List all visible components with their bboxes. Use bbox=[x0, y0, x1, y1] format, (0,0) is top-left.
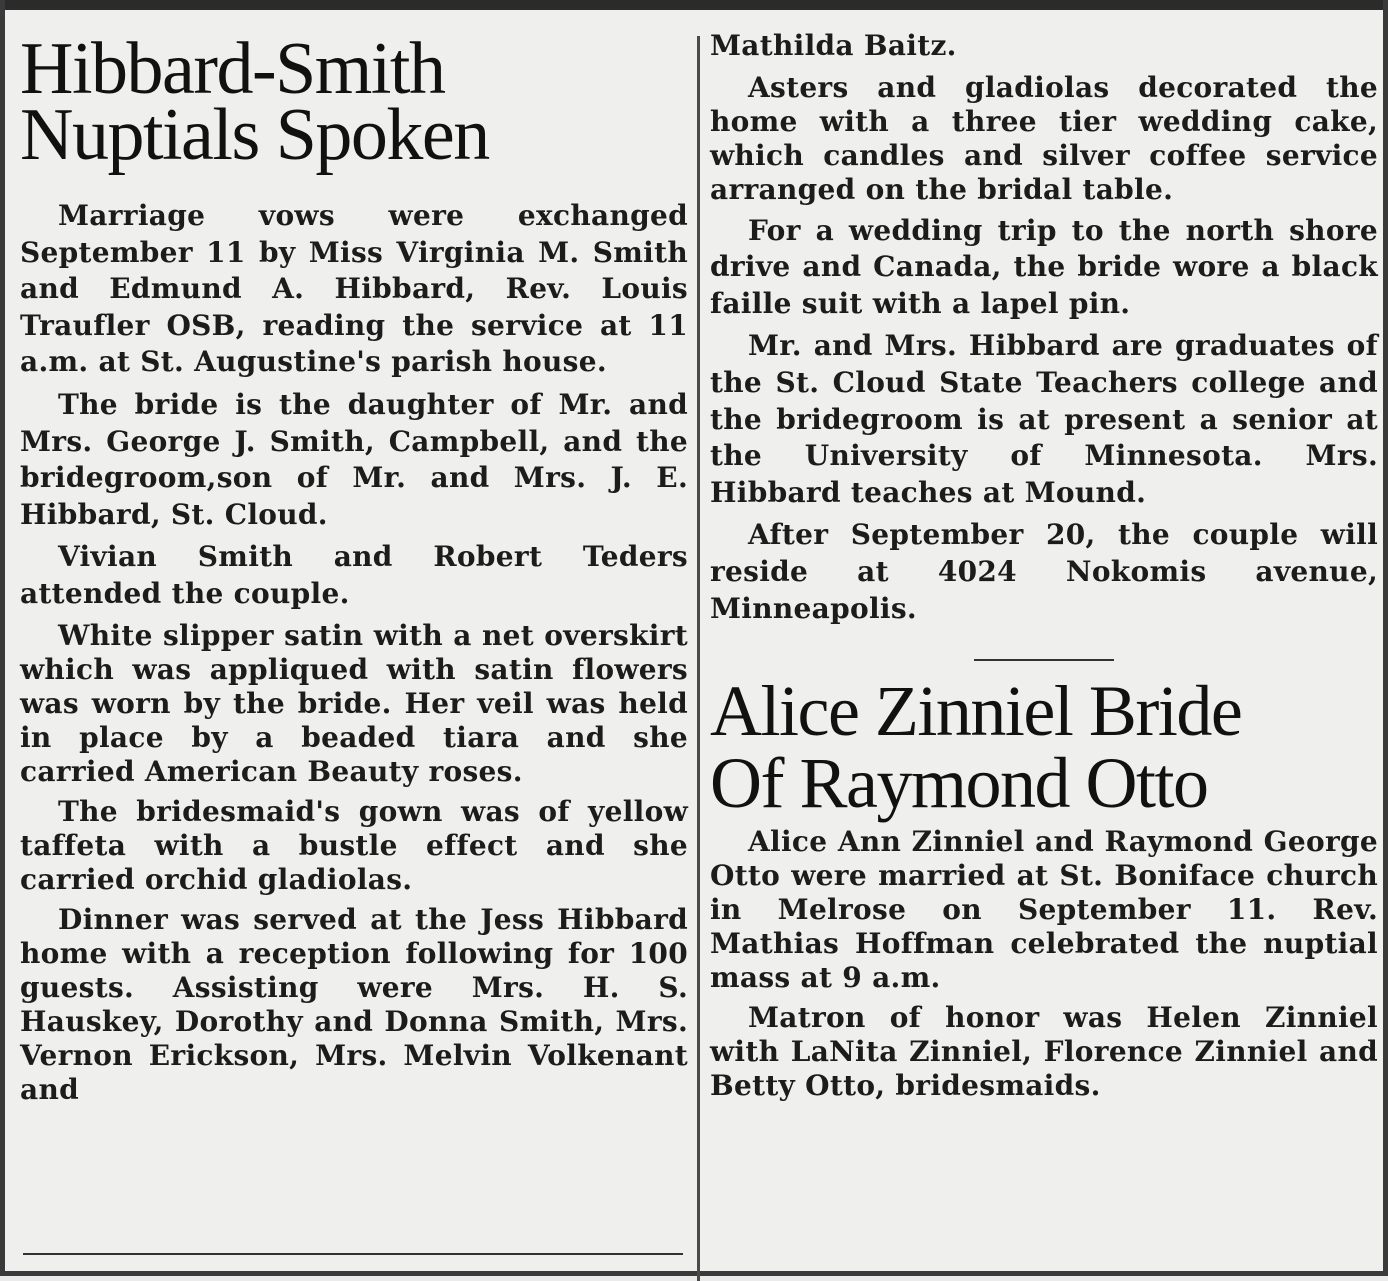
article-paragraph: Alice Ann Zinniel and Raymond George Otto were married at St. Boniface church in Melrose on September 11. Rev. Mathias Hoffman celebrated the nuptial mass at 9 a.m. bbox=[710, 825, 1378, 995]
headline-line-1: Hibbard-Smith bbox=[20, 28, 445, 110]
article-paragraph: The bride is the daughter of Mr. and Mrs. George J. Smith, Campbell, and the bridegroom,son of Mr. and Mrs. J. E. Hibbard, St. Cloud. bbox=[20, 387, 688, 531]
column-divider bbox=[697, 36, 700, 1281]
second-article-headline bbox=[710, 671, 1378, 824]
right-column bbox=[710, 28, 1378, 1109]
article-headline bbox=[20, 28, 688, 176]
article-paragraph: Matron of honor was Helen Zinniel with LaNita Zinniel, Florence Zinniel and Betty Otto, bridesmaids. bbox=[710, 1001, 1378, 1103]
article-paragraph: Vivian Smith and Robert Teders attended the couple. bbox=[20, 540, 688, 610]
bottom-rule bbox=[23, 1253, 683, 1255]
headline-line-1: Alice Zinniel Bride bbox=[710, 671, 1242, 752]
article-paragraph: After September 20, the couple will reside at 4024 Nokomis avenue, Minneapolis. bbox=[710, 518, 1378, 625]
top-border bbox=[5, 0, 1383, 10]
article-paragraph: Dinner was served at the Jess Hibbard home with a reception following for 100 guests. Assisting were Mrs. H. S. Hauskey, Dorothy and Donna Smith, Mrs. Vernon Erickson, Mrs. Melvin Volkenant and bbox=[20, 902, 688, 1106]
article-paragraph: For a wedding trip to the north shore drive and Canada, the bride wore a black faille suit with a lapel pin. bbox=[710, 213, 1378, 320]
continued-text: Mathilda Baitz. bbox=[710, 29, 957, 62]
section-rule bbox=[974, 659, 1114, 661]
article-paragraph: Mr. and Mrs. Hibbard are graduates of the St. Cloud State Teachers college and the bridegroom is at present a senior at the University of Minnesota. Mrs. Hibbard teaches at Mound. bbox=[710, 329, 1378, 509]
left-column bbox=[20, 28, 688, 1113]
article-paragraph: Asters and gladiolas decorated the home with a three tier wedding cake, which candles and silver coffee service arranged on the bridal table. bbox=[710, 70, 1378, 206]
article-paragraph: White slipper satin with a net overskirt which was appliqued with satin flowers was worn by the bride. Her veil was held in place by a beaded tiara and she carried American Beauty roses. bbox=[20, 618, 688, 788]
article-paragraph: The bridesmaid's gown was of yellow taffeta with a bustle effect and she carried orchid gladiolas. bbox=[20, 794, 688, 896]
headline-line-2: Of Raymond Otto bbox=[710, 743, 1208, 824]
article-paragraph: Marriage vows were exchanged September 11 by Miss Virginia M. Smith and Edmund A. Hibbard, Rev. Louis Traufler OSB, reading the service at 11 a.m. at St. Augustine's parish house. bbox=[20, 199, 688, 379]
headline-line-2: Nuptials Spoken bbox=[20, 94, 489, 176]
